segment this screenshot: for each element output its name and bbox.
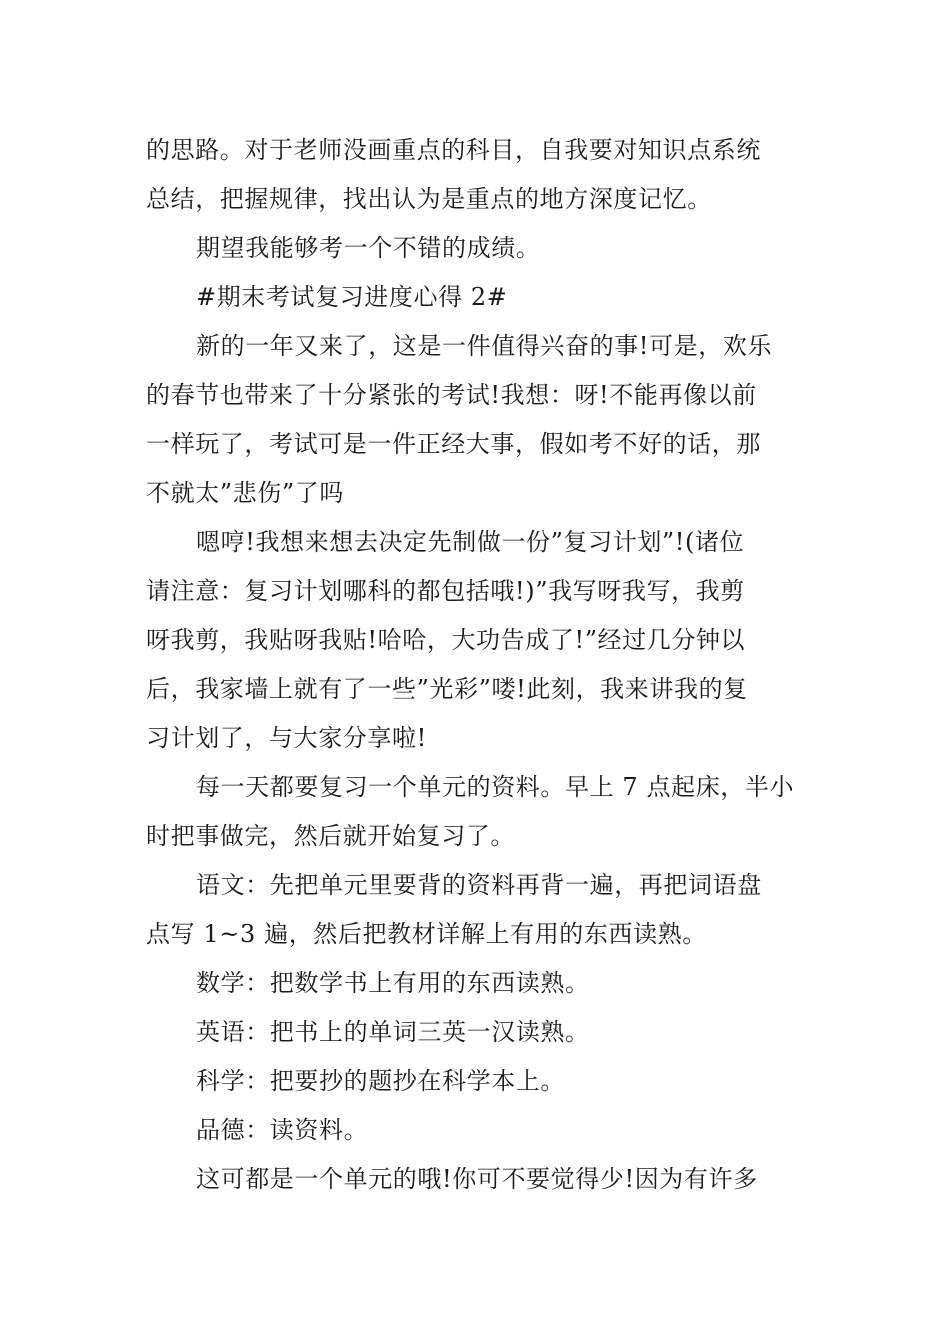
paragraph <box>146 1155 806 1204</box>
text-line: 请注意：复习计划哪科的都包括哦!)”我写呀我写，我剪 <box>146 577 745 605</box>
text-line: 时把事做完，然后就开始复习了。 <box>146 822 515 850</box>
paragraph <box>146 1057 806 1106</box>
text-line: 语文：先把单元里要背的资料再背一遍，再把词语盘 <box>196 871 762 899</box>
text-line: 的春节也带来了十分紧张的考试!我想：呀!不能再像以前 <box>146 381 757 409</box>
paragraph <box>146 224 806 273</box>
paragraph <box>146 518 806 763</box>
text-line: 每一天都要复习一个单元的资料。早上 7 点起床，半小 <box>196 773 795 801</box>
text-line: 这可都是一个单元的哦!你可不要觉得少!因为有许多 <box>196 1165 758 1193</box>
text-line: 品德：读资料。 <box>196 1116 369 1144</box>
text-line: 数学：把数学书上有用的东西读熟。 <box>196 969 590 997</box>
text-line: #期末考试复习进度心得 2# <box>196 283 508 311</box>
text-line: 嗯哼!我想来想去决定先制做一份”复习计划”!(诸位 <box>196 528 745 556</box>
paragraph <box>146 959 806 1008</box>
paragraph <box>146 126 806 224</box>
text-line: 点写 1~3 遍，然后把教材详解上有用的东西读熟。 <box>146 920 707 948</box>
text-line: 一样玩了，考试可是一件正经大事，假如考不好的话，那 <box>146 430 761 458</box>
paragraph <box>146 1106 806 1155</box>
paragraph <box>146 861 806 959</box>
paragraph <box>146 273 806 322</box>
text-line: 科学：把要抄的题抄在科学本上。 <box>196 1067 565 1095</box>
document-page <box>146 126 806 1204</box>
text-line: 英语：把书上的单词三英一汉读熟。 <box>196 1018 590 1046</box>
paragraph <box>146 1008 806 1057</box>
text-line: 后，我家墙上就有了一些”光彩”喽!此刻，我来讲我的复 <box>146 675 748 703</box>
text-line: 总结，把握规律，找出认为是重点的地方深度记忆。 <box>146 185 712 213</box>
paragraph <box>146 322 806 518</box>
text-line: 呀我剪，我贴呀我贴!哈哈，大功告成了!”经过几分钟以 <box>146 626 746 654</box>
text-line: 期望我能够考一个不错的成绩。 <box>196 234 541 262</box>
text-line: 的思路。对于老师没画重点的科目，自我要对知识点系统 <box>146 136 761 164</box>
text-line: 习计划了，与大家分享啦! <box>146 724 427 752</box>
paragraph <box>146 763 806 861</box>
text-line: 新的一年又来了，这是一件值得兴奋的事!可是，欢乐 <box>196 332 773 360</box>
text-line: 不就太”悲伤”了吗 <box>146 479 344 507</box>
